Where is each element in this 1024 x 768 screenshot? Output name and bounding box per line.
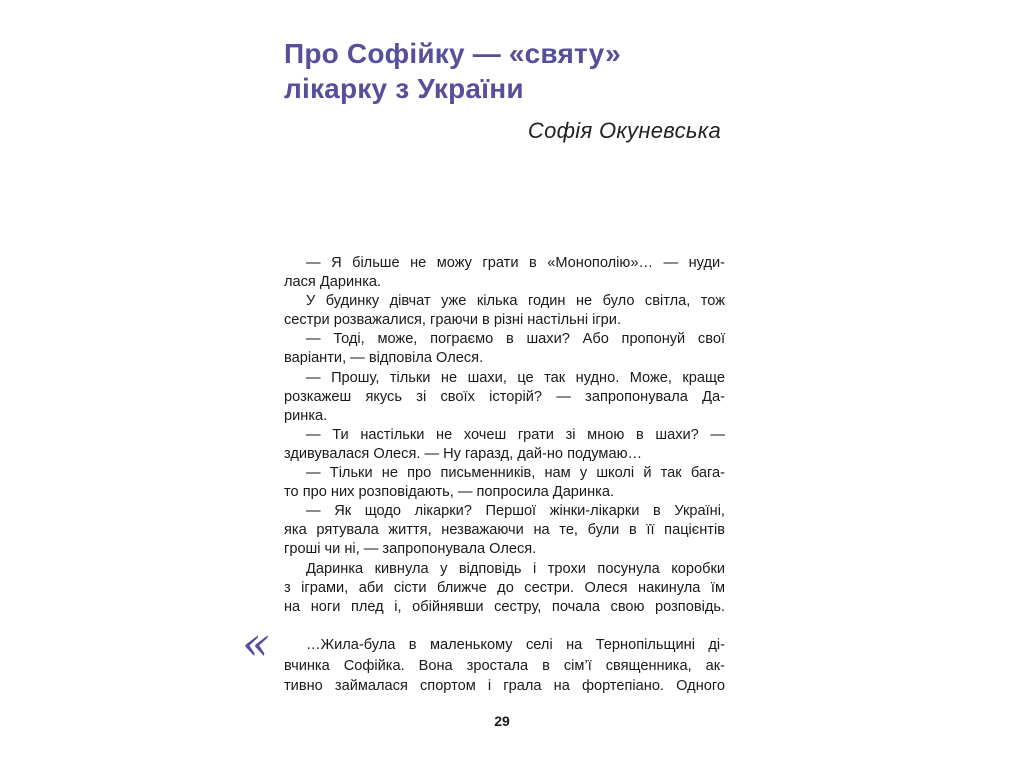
text-line: лася Даринка. bbox=[284, 274, 382, 291]
text-line: то про них розповідають, — попросила Даринка. bbox=[284, 484, 615, 501]
text-line: гроші чи ні, — запропонувала Олеся. bbox=[284, 541, 537, 558]
text-line: сестри розважалися, граючи в різні настільні ігри. bbox=[284, 312, 622, 329]
text-line: на ноги плед і, обійнявши сестру, почала свою розповідь. bbox=[284, 598, 725, 615]
text-line: Даринка кивнула у відповідь і трохи посунула коробки bbox=[306, 560, 725, 577]
story-line: вчинка Софійка. Вона зростала в сім’ї священника, ак- bbox=[284, 657, 725, 674]
text-line: здивувалася Олеся. — Ну гаразд, дай-но подумаю… bbox=[284, 445, 643, 462]
chapter-title-line-2: лікарку з України bbox=[284, 73, 524, 104]
text-line: з іграми, аби сісти ближче до сестри. Олеся накинула їм bbox=[284, 579, 725, 596]
author-name: Софія Окуневська bbox=[527, 118, 721, 143]
text-line: — Прошу, тільки не шахи, це так нудно. Може, краще bbox=[306, 369, 725, 386]
text-line: яка рятувала життя, незважаючи на те, були в її пацієнтів bbox=[284, 522, 725, 539]
dialogue-text bbox=[284, 254, 725, 617]
text-line: — Ти настільки не хочеш грати зі мною в шахи? — bbox=[306, 426, 725, 443]
chapter-title-line-1: Про Софійку — «святу» bbox=[284, 38, 621, 69]
story-text bbox=[284, 635, 725, 697]
text-line: — Я більше не можу грати в «Монополію»… — нуди- bbox=[306, 255, 725, 271]
text-line: ринка. bbox=[284, 407, 328, 424]
text-line: — Тільки не про письменників, нам у школі й так бага- bbox=[306, 465, 725, 482]
text-line: — Як щодо лікарки? Першої жінки-лікарки в Україні, bbox=[306, 503, 725, 520]
story-line: …Жила-була в маленькому селі на Тернопільщині ді- bbox=[306, 637, 725, 653]
quote-mark-icon: « bbox=[242, 616, 271, 670]
chapter-title bbox=[284, 36, 744, 106]
story-line: тивно займалася спортом і грала на фортепіано. Одного bbox=[284, 678, 725, 694]
text-line: варіанти, — відповіла Олеся. bbox=[284, 350, 484, 367]
text-line: — Тоді, може, пограємо в шахи? Або пропонуй свої bbox=[306, 331, 725, 348]
page-number: 29 bbox=[494, 713, 510, 729]
text-line: розкажеш якусь зі своїх історій? — запропонувала Да- bbox=[284, 388, 725, 405]
text-line: У будинку дівчат уже кілька годин не було світла, тож bbox=[306, 293, 725, 310]
